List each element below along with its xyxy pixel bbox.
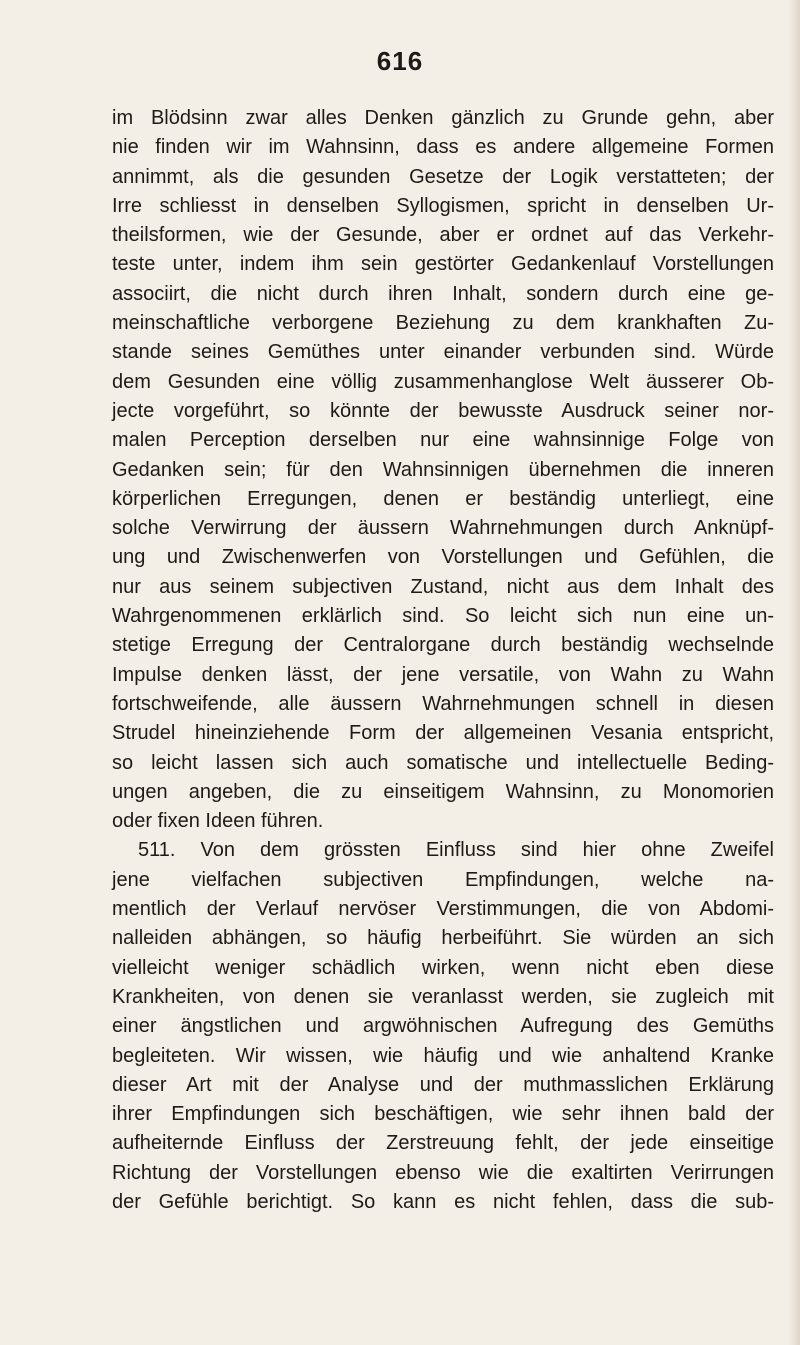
text-line: jene vielfachen subjectiven Empfindungen, welche na-	[112, 868, 774, 891]
text-line: fortschweifende, alle äussern Wahrnehmungen schnell in diesen	[112, 692, 774, 715]
text-line: begleiteten. Wir wissen, wie häufig und wie anhaltend Kranke	[112, 1044, 774, 1067]
text-line: associirt, die nicht durch ihren Inhalt, sondern durch eine ge-	[112, 282, 774, 305]
text-line: ihrer Empfindungen sich beschäftigen, wie sehr ihnen bald der	[112, 1103, 774, 1126]
text-line: nur aus seinem subjectiven Zustand, nicht aus dem Inhalt des	[112, 575, 774, 598]
text-line: nalleiden abhängen, so häufig herbeiführt. Sie würden an sich	[112, 927, 774, 950]
text-line: so leicht lassen sich auch somatische und intellectuelle Beding-	[112, 751, 774, 774]
text-line: stetige Erregung der Centralorgane durch beständig wechselnde	[112, 634, 774, 657]
text-line: Irre schliesst in denselben Syllogismen, spricht in denselben Ur-	[112, 194, 774, 217]
page-number: 616	[376, 46, 424, 76]
text-line: jecte vorgeführt, so könnte der bewusste Ausdruck seiner nor-	[112, 399, 774, 422]
text-line: aufheiternde Einfluss der Zerstreuung fehlt, der jede einseitige	[112, 1132, 774, 1155]
text-line: oder fixen Ideen führen.	[112, 810, 324, 833]
text-line: solche Verwirrung der äussern Wahrnehmungen durch Anknüpf-	[112, 517, 774, 540]
text-line: stande seines Gemüthes unter einander verbunden sind. Würde	[112, 341, 774, 364]
page-edge-shadow	[788, 0, 800, 1345]
body-text	[112, 104, 774, 1217]
text-line: dem Gesunden eine völlig zusammenhanglose Welt äusserer Ob-	[112, 370, 774, 393]
text-line: meinschaftliche verborgene Beziehung zu dem krankhaften Zu-	[112, 312, 774, 335]
text-line: Wahrgenommenen erklärlich sind. So leicht sich nun eine un-	[112, 605, 774, 628]
text-line: mentlich der Verlauf nervöser Verstimmungen, die von Abdomi-	[112, 898, 774, 921]
text-line: annimmt, als die gesunden Gesetze der Logik verstatteten; der	[112, 165, 774, 188]
text-line: malen Perception derselben nur eine wahnsinnige Folge von	[112, 429, 774, 452]
text-line: Krankheiten, von denen sie veranlasst werden, sie zugleich mit	[112, 985, 774, 1008]
text-line: ung und Zwischenwerfen von Vorstellungen und Gefühlen, die	[112, 546, 774, 569]
text-line: im Blödsinn zwar alles Denken gänzlich zu Grunde gehn, aber	[112, 107, 774, 129]
text-line: einer ängstlichen und argwöhnischen Aufregung des Gemüths	[112, 1015, 774, 1038]
text-line: nie finden wir im Wahnsinn, dass es andere allgemeine Formen	[112, 136, 774, 159]
text-line: theilsformen, wie der Gesunde, aber er ordnet auf das Verkehr-	[112, 224, 774, 247]
text-line: Impulse denken lässt, der jene versatile, von Wahn zu Wahn	[112, 663, 774, 686]
text-line: körperlichen Erregungen, denen er beständig unterliegt, eine	[112, 487, 774, 510]
text-line: Strudel hineinziehende Form der allgemeinen Vesania entspricht,	[112, 722, 774, 745]
text-line: Richtung der Vorstellungen ebenso wie die exaltirten Verirrungen	[112, 1161, 774, 1184]
section-start-line: 511. Von dem grössten Einfluss sind hier ohne Zweifel	[138, 839, 774, 862]
text-line: ungen angeben, die zu einseitigem Wahnsinn, zu Monomorien	[112, 780, 774, 803]
text-line: dieser Art mit der Analyse und der muthmasslichen Erklärung	[112, 1073, 774, 1096]
text-line: Gedanken sein; für den Wahnsinnigen übernehmen die inneren	[112, 458, 774, 481]
text-line: teste unter, indem ihm sein gestörter Gedankenlauf Vorstellungen	[112, 253, 774, 276]
text-line: vielleicht weniger schädlich wirken, wenn nicht eben diese	[112, 956, 774, 979]
text-line: der Gefühle berichtigt. So kann es nicht fehlen, dass die sub-	[112, 1190, 774, 1213]
